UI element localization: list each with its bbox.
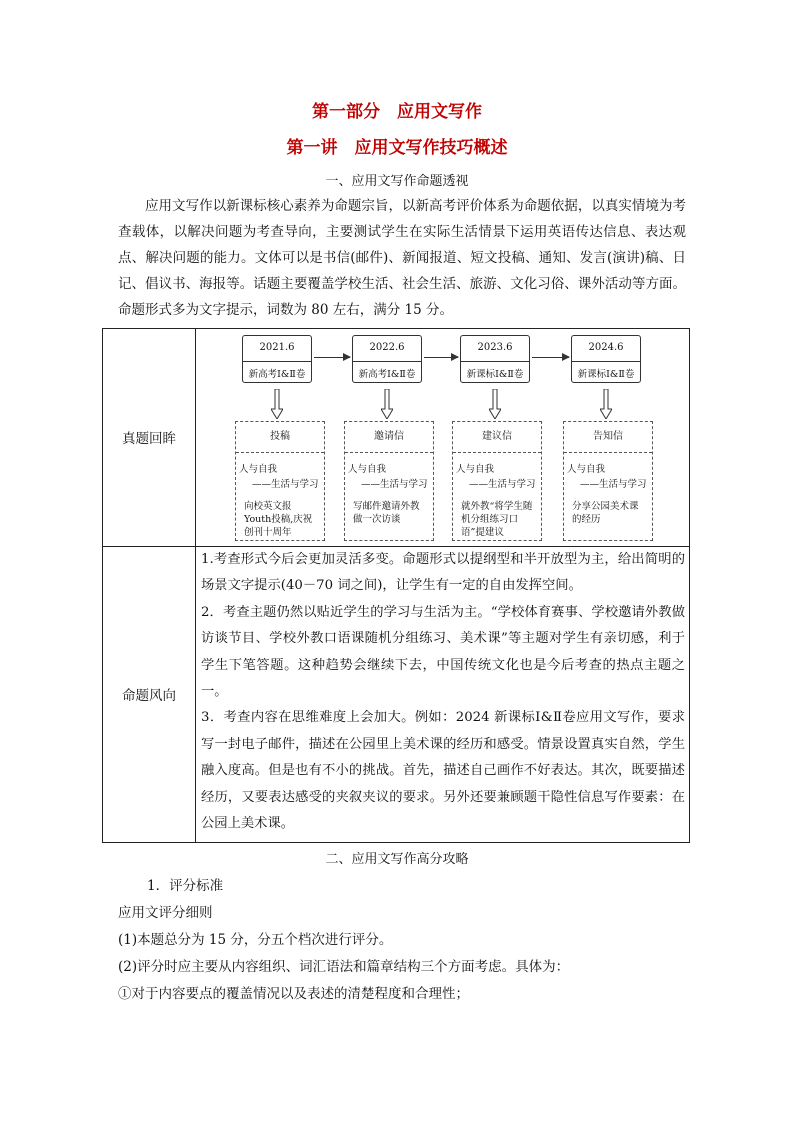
- exam-card: 建议信 人与自我 ——生活与学习 就外教“将学生随机分组练习口语”提建议: [452, 421, 542, 541]
- scoring-rule-3: ①对于内容要点的覆盖情况以及表述的清楚程度和合理性；: [118, 986, 469, 1002]
- scoring-rules-heading: 应用文评分细则: [118, 905, 213, 921]
- section2-heading: 二、应用文写作高分攻略: [325, 852, 469, 867]
- row-label-trend: 命题风向: [122, 688, 176, 704]
- lecture-title: 第一讲 应用文写作技巧概述: [286, 138, 508, 158]
- row-label-review: 真题回眸: [122, 431, 176, 447]
- year-box: 2021.6 新高考Ⅰ&Ⅱ卷: [242, 335, 312, 383]
- section1-heading: 一、应用文写作命题透视: [325, 174, 469, 189]
- trend-item: 2．考查主题仍然以贴近学生的学习与生活为主。“学校体育赛事、学校邀请外教做访谈节目、学校外教口语课随机分组练习、美术课”等主题对学生有亲切感，利于学生下笔答题。这种趋势会继续下去，中国传统文化也是今后考查的热点主题之一。: [201, 604, 685, 700]
- year-box: 2023.6 新课标Ⅰ&Ⅱ卷: [460, 335, 530, 383]
- arrow-down-icon: [381, 389, 393, 419]
- arrow-down-icon: [271, 389, 283, 419]
- year-box: 2022.6 新高考Ⅰ&Ⅱ卷: [352, 335, 422, 383]
- trend-content: [201, 547, 685, 837]
- exam-flowchart: [197, 329, 689, 546]
- arrow-down-icon: [600, 389, 612, 419]
- scoring-standard-heading: 1．评分标准: [147, 878, 224, 894]
- exam-table: [102, 328, 690, 843]
- exam-card: 邀请信 人与自我 ——生活与学习 写邮件邀请外教做一次访谈: [344, 421, 434, 541]
- table-divider-vertical: [195, 329, 196, 842]
- scoring-rule-1: (1)本题总分为 15 分，分五个档次进行评分。: [118, 932, 393, 948]
- intro-paragraph: 应用文写作以新课标核心素养为命题宗旨，以新高考评价体系为命题依据，以真实情境为考查载体，以解决问题为考查导向，主要测试学生在实际生活情景下运用英语传达信息、表达观点、解决问题的能力。文体可以是书信(邮件)、新闻报道、短文投稿、通知、发言(演讲)稿、日记、倡议书、海报等。话题主要覆盖学校生活、社会生活、旅游、文化习俗、课外活动等方面。命题形式多为文字提示，词数为 80 左右，满分 15 分。: [118, 198, 686, 318]
- year-box: 2024.6 新课标Ⅰ&Ⅱ卷: [571, 335, 641, 383]
- arrow-right-icon: [532, 357, 569, 358]
- trend-item: 1.考查形式今后会更加灵活多变。命题形式以提纲型和半开放型为主，给出简明的场景文字提示(40－70 词之间)，让学生有一定的自由发挥空间。: [201, 552, 685, 594]
- exam-card: 告知信 人与自我 ——生活与学习 分享公园美术课的经历: [563, 421, 653, 541]
- part-title: 第一部分 应用文写作: [312, 102, 482, 122]
- trend-item: 3．考查内容在思维难度上会加大。例如：2024 新课标Ⅰ&Ⅱ卷应用文写作，要求写一封电子邮件，描述在公园里上美术课的经历和感受。情景设置真实自然，学生融入度高。但是也有不小的挑战。首先，描述自己画作不好表达。其次，既要描述经历，又要表达感受的夹叙夹议的要求。另外还要兼顾题干隐性信息写作要素：在公园上美术课。: [201, 710, 685, 832]
- arrow-right-icon: [314, 357, 350, 358]
- exam-card: 投稿 人与自我 ——生活与学习 向校英文报Youth投稿,庆祝创刊十周年: [235, 421, 325, 541]
- arrow-down-icon: [489, 389, 501, 419]
- arrow-right-icon: [424, 357, 458, 358]
- scoring-rule-2: (2)评分时应主要从内容组织、词汇语法和篇章结构三个方面考虑。具体为：: [118, 959, 570, 975]
